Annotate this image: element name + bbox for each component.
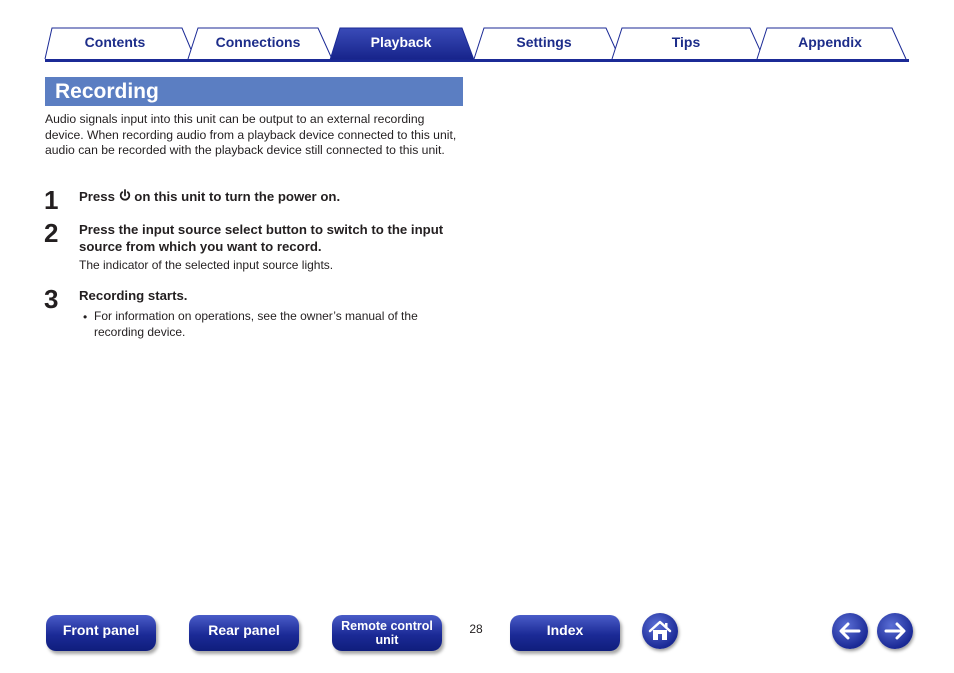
previous-page-button[interactable] — [832, 613, 868, 649]
intro-paragraph: Audio signals input into this unit can be output to an external recording device. When recording audio from a playback device connected to this unit, audio can be recorded with the playback device still connected to this unit. — [45, 112, 457, 157]
home-button[interactable] — [642, 613, 678, 649]
index-label: Index — [546, 622, 584, 638]
tab-connections[interactable]: Connections — [215, 34, 301, 50]
remote-control-label-line1: Remote control — [341, 619, 433, 633]
page-number: 28 — [469, 622, 483, 636]
step-1-number: 1 — [44, 185, 59, 215]
next-page-button[interactable] — [877, 613, 913, 649]
section-title: Recording — [55, 80, 159, 103]
tab-contents[interactable]: Contents — [84, 34, 146, 50]
section-header — [45, 77, 463, 106]
power-icon — [119, 189, 131, 202]
step-2-note: The indicator of the selected input source lights. — [79, 258, 334, 272]
tab-playback[interactable]: Playback — [370, 34, 432, 50]
rear-panel-button[interactable] — [189, 615, 299, 651]
step-3-bullet: • — [83, 310, 88, 324]
step-2-text: Press the input source select button to switch to the input source from which you want to record. — [79, 222, 444, 254]
front-panel-button[interactable] — [46, 615, 156, 651]
step-2-number: 2 — [44, 218, 59, 248]
rear-panel-label: Rear panel — [208, 622, 280, 638]
step-3-number: 3 — [44, 284, 59, 314]
step-3-text: Recording starts. — [79, 288, 188, 303]
home-icon — [642, 613, 678, 649]
step-3-bullet-text: For information on operations, see the owner’s manual of the recording device. — [94, 309, 418, 339]
tab-settings[interactable]: Settings — [516, 34, 572, 50]
remote-control-label-line2: unit — [375, 633, 399, 647]
step-1-text — [79, 188, 464, 205]
index-button[interactable] — [510, 615, 620, 651]
arrow-left-icon — [832, 613, 868, 649]
remote-control-unit-button[interactable] — [332, 615, 442, 651]
arrow-right-icon — [877, 613, 913, 649]
step-1-text-post: on this unit to turn the power on. — [130, 189, 341, 204]
tab-tips[interactable]: Tips — [671, 34, 701, 50]
step-1-text-pre: Press — [79, 189, 119, 204]
tab-appendix[interactable]: Appendix — [798, 34, 862, 50]
front-panel-label: Front panel — [62, 622, 140, 638]
